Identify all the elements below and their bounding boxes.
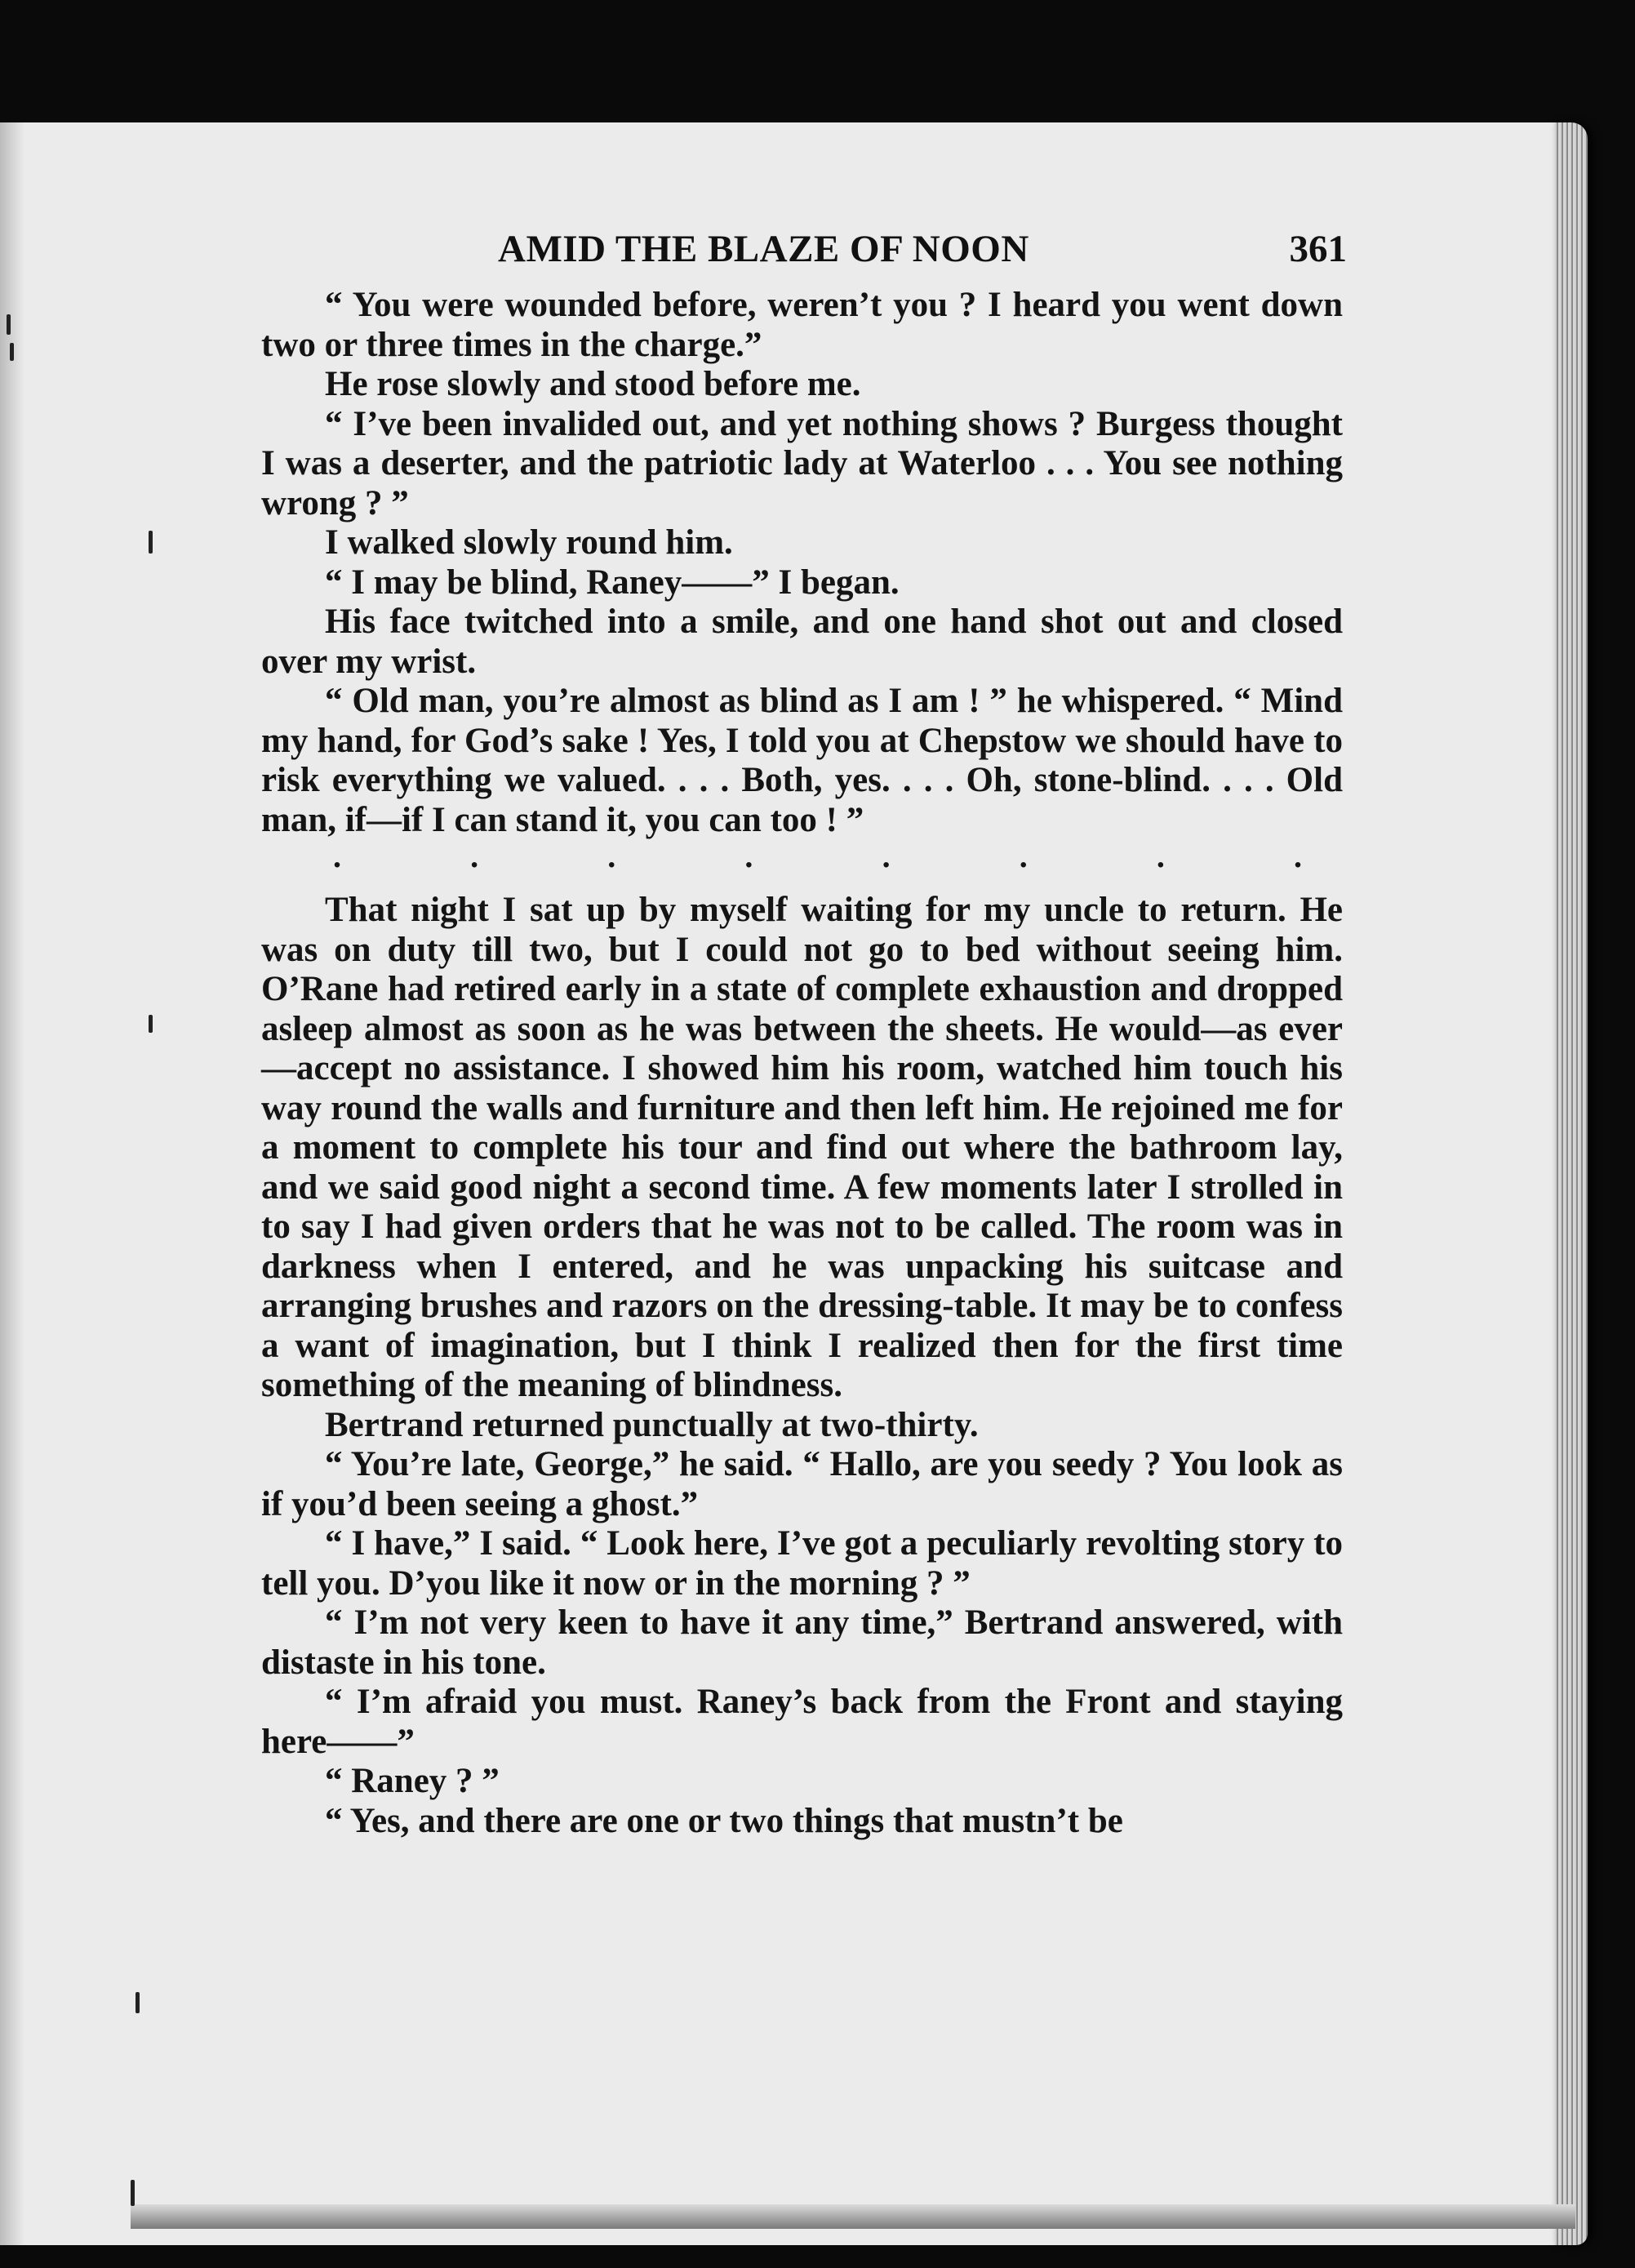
page-gutter bbox=[0, 122, 24, 2245]
page-number: 361 bbox=[1289, 228, 1347, 270]
margin-mark bbox=[7, 314, 11, 335]
paragraph: Bertrand returned punctually at two-thirty. bbox=[325, 1405, 979, 1444]
paragraph: “ I have,” I said. “ Look here, I’ve got a peculiarly revolting story to tell you. D’you like it now or in the morning ? ” bbox=[261, 1524, 1343, 1603]
paragraph: He rose slowly and stood before me. bbox=[325, 365, 861, 403]
margin-mark bbox=[149, 1015, 153, 1033]
break-dot: . bbox=[333, 838, 341, 874]
page-bottom-edge bbox=[131, 2204, 1575, 2229]
paragraph: “ I may be blind, Raney——” I began. bbox=[325, 563, 900, 602]
break-dot: . bbox=[744, 838, 753, 874]
break-dot: . bbox=[882, 838, 891, 874]
body-text bbox=[261, 286, 1343, 1841]
margin-mark bbox=[136, 1992, 140, 2013]
break-dot: . bbox=[1019, 838, 1028, 874]
paragraph: “ You were wounded before, weren’t you ? I heard you went down two or three times in the charge.” bbox=[261, 286, 1343, 364]
spacer bbox=[261, 879, 1343, 891]
paragraph: “ You’re late, George,” he said. “ Hallo, are you seedy ? You look as if you’d been seeing a ghost.” bbox=[261, 1445, 1343, 1523]
paragraph: His face twitched into a smile, and one hand shot out and closed over my wrist. bbox=[261, 603, 1343, 681]
section-break bbox=[261, 840, 1343, 879]
margin-mark bbox=[131, 2180, 135, 2206]
paragraph: “ Old man, you’re almost as blind as I am ! ” he whispered. “ Mind my hand, for God’s sake ! Yes, I told you at Chepstow we should have to risk everything we valued. . . . Both, yes. . . . Oh, stone-blind. . . . Old man, if—if I can stand it, you can too ! ” bbox=[261, 682, 1343, 839]
break-dot: . bbox=[1156, 838, 1165, 874]
break-dot: . bbox=[1293, 838, 1302, 874]
running-header bbox=[498, 227, 1347, 276]
break-dot: . bbox=[470, 838, 479, 874]
running-title: AMID THE BLAZE OF NOON bbox=[498, 228, 1029, 270]
paragraph: “ I’m not very keen to have it any time,” Bertrand answered, with distaste in his tone. bbox=[261, 1603, 1343, 1682]
paragraph: That night I sat up by myself waiting for my uncle to return. He was on duty till two, but I could not go to bed without seeing him. O’Rane had retired early in a state of complete exhaustion and dropped asleep almost as soon as he was between the sheets. He would—as ever—accept no assistance. I showed him his room, watched him touch his way round the walls and furniture and then left him. He rejoined me for a moment to complete his tour and find out where the bathroom lay, and we said good night a second time. A few moments later I strolled in to say I had given orders that he was not to be called. The room was in darkness when I entered, and he was unpacking his suitcase and arranging brushes and razors on the dressing-table. It may be to confess a want of imagination, but I think I realized then for the first time something of the meaning of blindness. bbox=[261, 891, 1343, 1404]
paragraph: “ I’ve been invalided out, and yet nothing shows ? Burgess thought I was a deserter, and the patriotic lady at Waterloo . . . You see nothing wrong ? ” bbox=[261, 404, 1343, 523]
paragraph: I walked slowly round him. bbox=[325, 523, 733, 562]
margin-mark bbox=[10, 343, 14, 361]
paragraph: “ Yes, and there are one or two things that mustn’t be bbox=[325, 1801, 1123, 1840]
margin-mark bbox=[149, 531, 153, 554]
page-edges bbox=[1555, 122, 1588, 2245]
paragraph: “ I’m afraid you must. Raney’s back from the Front and staying here——” bbox=[261, 1683, 1343, 1761]
break-dot: . bbox=[607, 838, 616, 874]
paragraph: “ Raney ? ” bbox=[325, 1762, 500, 1800]
